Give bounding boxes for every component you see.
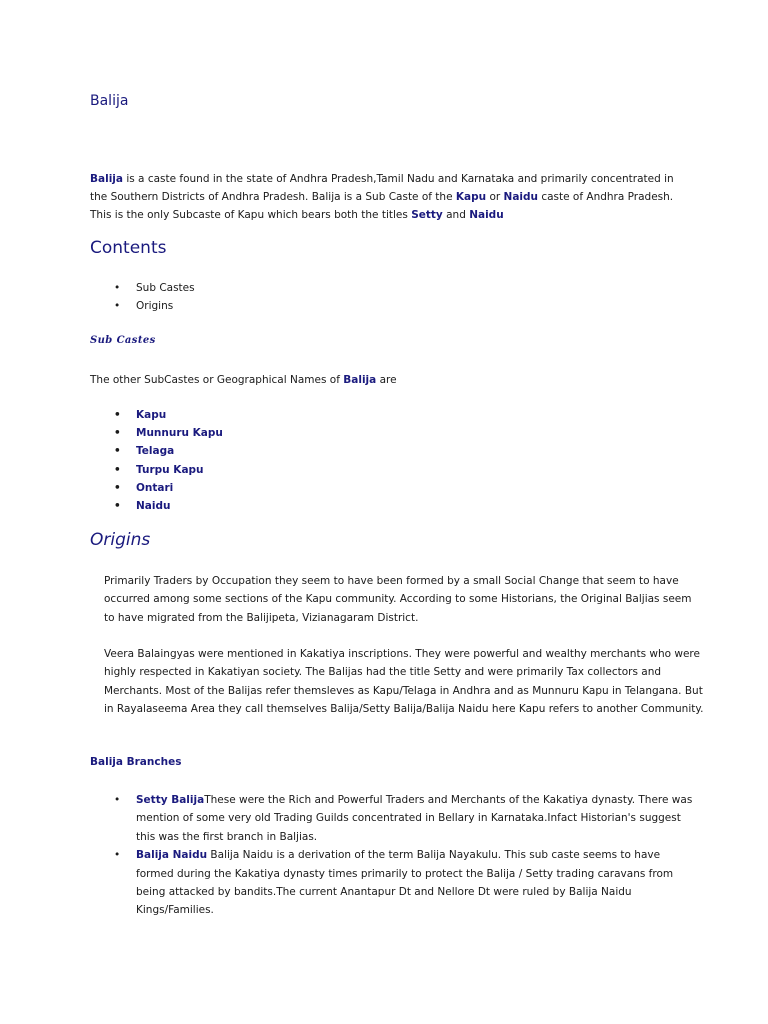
branch-text: These were the Rich and Powerful Traders and Merchants of the Kakatiya dynasty. There was mention of some very old Trading Guilds concentrated in Bellary in Karnataka.Infact Historian's suggest this was the first branch in Baljias. [136,794,693,843]
intro-paragraph [90,170,690,225]
intro-term: Balija [90,173,123,185]
list-item: • Telaga [114,442,223,460]
branch-name: Setty Balija [136,794,205,806]
sub-castes-intro-text: The other SubCastes or Geographical Names of [90,374,344,386]
sub-castes-list [114,406,223,515]
contents-heading: Contents [90,238,167,258]
sub-castes-intro-bold: Balija [343,374,377,386]
branches-list [114,791,694,920]
intro-naidu: Naidu [503,191,538,204]
origins-heading: Origins [90,530,151,550]
list-item: • Kapu [114,406,223,424]
list-item: • Turpu Kapu [114,461,223,479]
branch-item-balija-naidu [114,846,694,920]
list-item: • Munnuru Kapu [114,424,223,442]
list-item: • Naidu [114,497,223,515]
contents-item-origins[interactable]: • Origins [114,297,195,315]
intro-text-1: is a caste found in the state of Andhra Pradesh,Tamil Nadu and Karnataka and primarily concentrated in the Southern Districts of Andhra Pradesh. Balija is a Sub Caste of the [90,173,674,204]
contents-list [114,279,195,315]
intro-naidu-2: Naidu [469,209,504,222]
intro-or: or [486,191,504,204]
branch-text: Balija Naidu is a derivation of the term Balija Nayakulu. This sub caste seems to have formed during the Kakatiya dynasty times primarily to protect the Balija / Setty trading caravans from being attacked by bandits.The current Anantapur Dt and Nellore Dt were ruled by Balija Naidu Kings/Families. [136,849,674,917]
branches-heading: Balija Branches [90,756,182,768]
branch-item-setty-balija [114,791,694,846]
sub-castes-intro-end: are [376,374,397,386]
origins-paragraph-2: Veera Balaingyas were mentioned in Kakatiya inscriptions. They were powerful and wealthy merchants who were highly respected in Kakatiyan society. The Balijas had the title Setty and were primarily Tax collectors and Merchants. Most of the Balijas refer themsleves as Kapu/Telaga in Andhra and as Munnuru Kapu in Telangana. But in Rayalaseema Area they call themselves Balija/Setty Balija/Balija Naidu here Kapu refers to another Community. [104,648,704,716]
list-item: • Ontari [114,479,223,497]
intro-setty: Setty [411,209,443,222]
page-title: Balija [90,93,129,109]
origins-paragraph-1: Primarily Traders by Occupation they seem to have been formed by a small Social Change that seem to have occurred among some sections of the Kapu community. According to some Historians, the Original Baljias seem to have migrated from the Balijipeta, Vizianagaram District. [104,575,692,624]
intro-and: and [442,209,470,222]
intro-text-2: caste of Andhra Pradesh. This is the only Subcaste of Kapu which bears both the titles [90,191,674,222]
contents-item-sub-castes[interactable]: • Sub Castes [114,279,195,297]
sub-castes-heading: Sub Castes [90,335,156,346]
intro-kapu: Kapu [455,191,487,204]
branch-name: Balija Naidu [136,849,208,862]
sub-castes-intro [90,371,397,389]
